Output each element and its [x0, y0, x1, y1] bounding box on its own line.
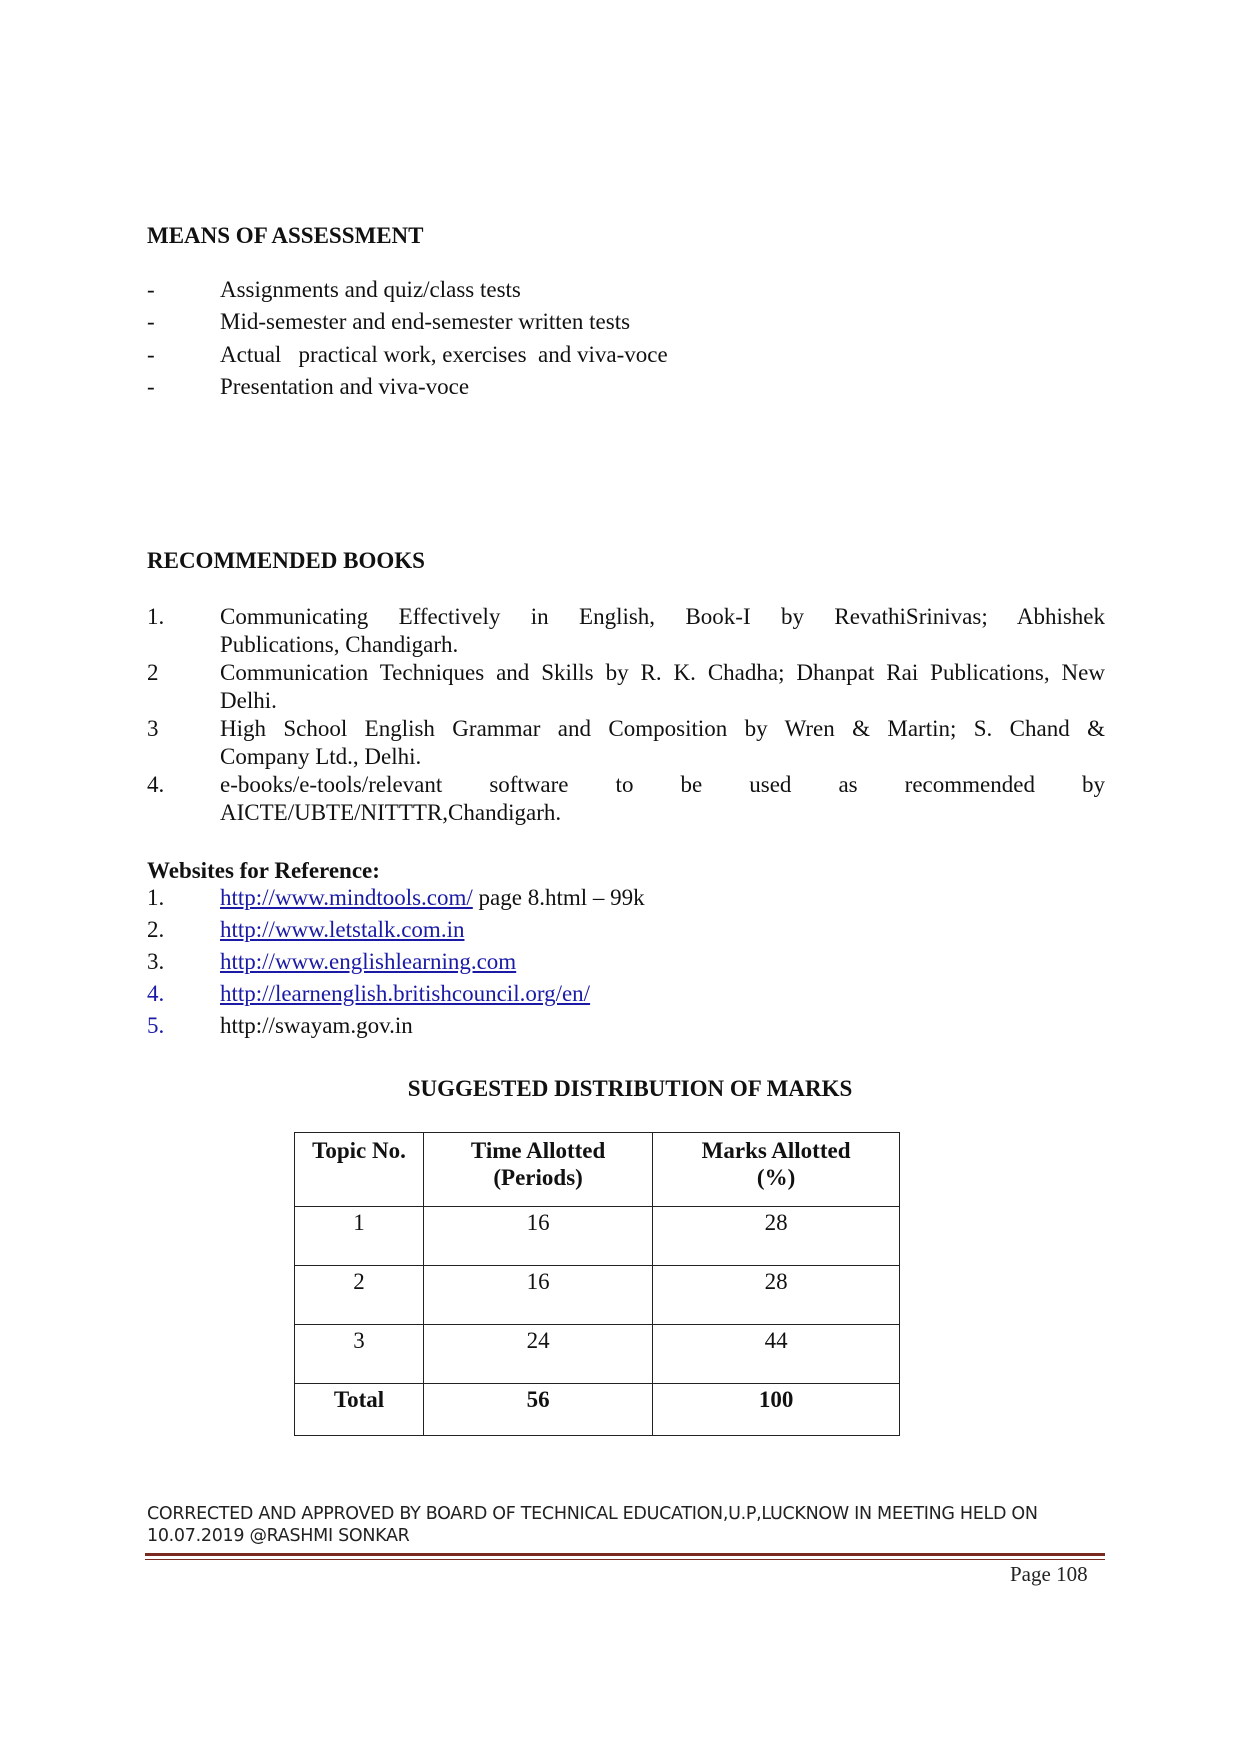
- website-item: [147, 916, 1105, 948]
- list-item: [147, 276, 1105, 308]
- book-text-line1: e-books/e-tools/relevant software to be used as recommended by: [220, 772, 1105, 797]
- website-item: [147, 1012, 1105, 1044]
- table-cell: 28: [653, 1207, 900, 1266]
- footer-divider-thin: [145, 1559, 1105, 1560]
- website-plain-text: http://swayam.gov.in: [220, 1013, 413, 1038]
- book-text-line1: Communication Techniques and Skills by R. K. Chadha; Dhanpat Rai Publications, New: [220, 660, 1105, 685]
- list-text: Mid-semester and end-semester written tests: [220, 309, 631, 335]
- website-number: 3.: [147, 949, 165, 974]
- website-number: 2.: [147, 917, 165, 942]
- table-cell: 28: [653, 1266, 900, 1325]
- list-bullet: -: [147, 341, 155, 367]
- website-link[interactable]: http://www.mindtools.com/: [220, 885, 473, 910]
- assessment-list: [147, 276, 1105, 405]
- book-number: 3: [147, 716, 159, 741]
- table-cell: Total: [295, 1384, 424, 1436]
- website-suffix: page 8.html – 99k: [472, 885, 645, 910]
- table-row: [295, 1325, 900, 1384]
- list-item: [147, 341, 1105, 373]
- table-row: [295, 1266, 900, 1325]
- header-text: Marks Allotted: [701, 1138, 851, 1163]
- books-heading: RECOMMENDED BOOKS: [147, 548, 425, 573]
- table-row: [295, 1207, 900, 1266]
- assessment-heading: MEANS OF ASSESSMENT: [147, 223, 424, 248]
- list-text: Assignments and quiz/class tests: [220, 277, 521, 302]
- list-text: Presentation and viva-voce: [220, 373, 470, 399]
- books-list: [147, 603, 1105, 827]
- header-topic-no: [295, 1133, 424, 1207]
- book-number: 2: [147, 660, 159, 685]
- header-text: (Periods): [493, 1165, 583, 1190]
- website-link[interactable]: http://www.englishlearning.com: [220, 949, 517, 974]
- website-number: 5.: [147, 1013, 165, 1038]
- header-text: Topic No.: [312, 1138, 406, 1163]
- website-number: 4.: [147, 981, 165, 1006]
- website-link[interactable]: http://learnenglish.britishcouncil.org/en/: [220, 981, 591, 1006]
- footer-divider: [145, 1553, 1105, 1556]
- book-item: [147, 659, 1105, 715]
- website-item: [147, 980, 1105, 1012]
- header-text: (%): [756, 1165, 796, 1190]
- book-text-line2: Delhi.: [220, 688, 277, 713]
- list-bullet: -: [147, 277, 155, 302]
- table-cell: 100: [653, 1384, 900, 1436]
- header-marks-allotted: [653, 1133, 900, 1207]
- list-item: [147, 308, 1105, 340]
- list-bullet: -: [147, 373, 155, 399]
- list-text: Actual practical work, exercises and viva-voce: [220, 341, 668, 367]
- book-text-line2: Publications, Chandigarh.: [220, 632, 459, 657]
- header-time-allotted: [424, 1133, 653, 1207]
- list-item: [147, 373, 1105, 405]
- book-text-line1: Communicating Effectively in English, Book-I by RevathiSrinivas; Abhishek: [220, 604, 1105, 629]
- footer-line: CORRECTED AND APPROVED BY BOARD OF TECHNICAL EDUCATION,U.P,LUCKNOW IN MEETING HELD ON: [147, 1504, 1038, 1524]
- website-number: 1.: [147, 885, 165, 910]
- table-cell: 1: [295, 1207, 424, 1266]
- websites-list: [147, 884, 1105, 1044]
- website-item: [147, 884, 1105, 916]
- book-item: [147, 603, 1105, 659]
- websites-heading: Websites for Reference:: [147, 858, 380, 883]
- table-cell: 16: [424, 1207, 653, 1266]
- website-link[interactable]: http://www.letstalk.com.in: [220, 917, 465, 942]
- book-number: 1.: [147, 604, 165, 629]
- table-header-row: [295, 1133, 900, 1207]
- header-text: Time Allotted: [470, 1138, 606, 1163]
- book-item: [147, 771, 1105, 827]
- book-text-line2: Company Ltd., Delhi.: [220, 744, 422, 769]
- book-number: 4.: [147, 772, 165, 797]
- book-text-line2: AICTE/UBTE/NITTTR,Chandigarh.: [220, 800, 562, 825]
- table-cell: 16: [424, 1266, 653, 1325]
- website-item: [147, 948, 1105, 980]
- table-cell: 2: [295, 1266, 424, 1325]
- book-item: [147, 715, 1105, 771]
- footer-line: 10.07.2019 @RASHMI SONKAR: [147, 1526, 410, 1546]
- table-cell: 56: [424, 1384, 653, 1436]
- book-text-line1: High School English Grammar and Composition by Wren & Martin; S. Chand &: [220, 716, 1105, 741]
- page-number: Page 108: [1010, 1562, 1088, 1586]
- footer-approval-note: [147, 1503, 1107, 1547]
- marks-table: [294, 1132, 900, 1436]
- table-cell: 44: [653, 1325, 900, 1384]
- marks-table-title: SUGGESTED DISTRIBUTION OF MARKS: [407, 1076, 853, 1101]
- list-bullet: -: [147, 309, 155, 335]
- table-total-row: [295, 1384, 900, 1436]
- table-cell: 3: [295, 1325, 424, 1384]
- table-cell: 24: [424, 1325, 653, 1384]
